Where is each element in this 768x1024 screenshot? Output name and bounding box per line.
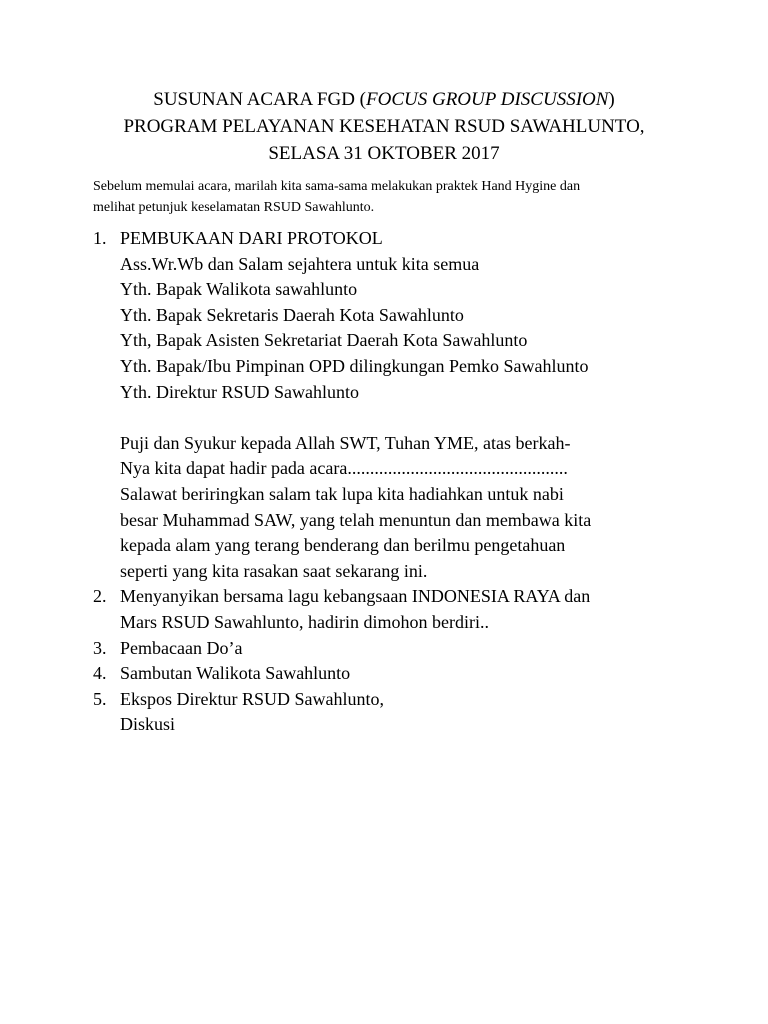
agenda-item-1	[93, 226, 713, 584]
agenda-text: Menyanyikan bersama lagu kebangsaan INDONESIA RAYA dan	[120, 586, 591, 607]
greeting-line: Yth. Bapak Walikota sawahlunto	[120, 279, 358, 300]
agenda-text: Mars RSUD Sawahlunto, hadirin dimohon berdiri..	[120, 611, 489, 632]
agenda-item-3	[93, 636, 713, 662]
agenda-item-4	[93, 661, 713, 687]
intro-line-1: Sebelum memulai acara, marilah kita sama-sama melakukan praktek Hand Hygine dan	[93, 179, 581, 194]
agenda-text: Ekspos Direktur RSUD Sawahlunto,	[120, 688, 384, 709]
greeting-line: Yth. Bapak Sekretaris Daerah Kota Sawahlunto	[120, 304, 464, 325]
agenda-number: 1.	[93, 228, 107, 248]
title-line-1: SUSUNAN ACARA FGD (FOCUS GROUP DISCUSSION)	[153, 89, 615, 110]
title-italic: FOCUS GROUP DISCUSSION	[366, 89, 609, 110]
opening-paragraph-line: seperti yang kita rasakan saat sekarang ini.	[120, 560, 428, 581]
title-line-3: SELASA 31 OKTOBER 2017	[268, 143, 500, 164]
greeting-line: Yth, Bapak Asisten Sekretariat Daerah Kota Sawahlunto	[120, 330, 528, 351]
agenda-item-2	[93, 584, 713, 635]
greeting-line: Yth. Direktur RSUD Sawahlunto	[120, 381, 359, 402]
opening-paragraph-line: Salawat beriringkan salam tak lupa kita hadiahkan untuk nabi	[120, 483, 564, 504]
agenda-number: 4.	[93, 663, 107, 684]
greeting-line: Ass.Wr.Wb dan Salam sejahtera untuk kita semua	[120, 253, 480, 274]
paragraph-gap	[120, 405, 713, 431]
agenda-list	[93, 226, 713, 738]
agenda-text: Diskusi	[120, 714, 176, 735]
document-title	[0, 86, 768, 167]
opening-paragraph-line: kepada alam yang terang benderang dan berilmu pengetahuan	[120, 535, 566, 556]
opening-paragraph-line: Puji dan Syukur kepada Allah SWT, Tuhan YME, atas berkah-	[120, 432, 571, 453]
agenda-item-5	[93, 687, 713, 738]
agenda-text: Sambutan Walikota Sawahlunto	[120, 663, 351, 684]
opening-paragraph-line: besar Muhammad SAW, yang telah menuntun dan membawa kita	[120, 509, 592, 530]
agenda-number: 3.	[93, 637, 107, 658]
agenda-number: 5.	[93, 688, 107, 709]
greeting-line: Yth. Bapak/Ibu Pimpinan OPD dilingkungan Pemko Sawahlunto	[120, 355, 589, 376]
opening-paragraph-line: Nya kita dapat hadir pada acara.................................................	[120, 458, 568, 479]
agenda-heading: PEMBUKAAN DARI PROTOKOL	[120, 228, 383, 248]
title-line-2: PROGRAM PELAYANAN KESEHATAN RSUD SAWAHLUNTO,	[123, 116, 645, 137]
agenda-text: Pembacaan Do’a	[120, 637, 243, 658]
agenda-number: 2.	[93, 586, 107, 607]
intro-line-2: melihat petunjuk keselamatan RSUD Sawahlunto.	[93, 200, 375, 215]
intro-paragraph	[93, 176, 693, 218]
